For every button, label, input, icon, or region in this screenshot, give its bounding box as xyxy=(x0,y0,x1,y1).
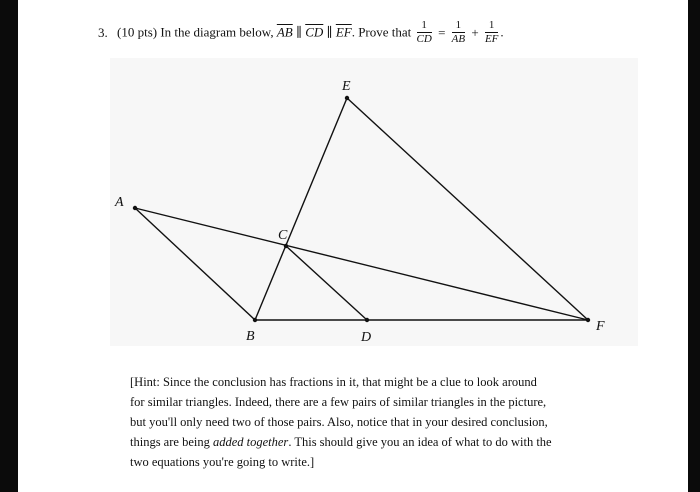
point-d-dot xyxy=(365,318,369,322)
hint-line: for similar triangles. Indeed, there are a few pairs of similar triangles in the picture, xyxy=(130,395,547,409)
plus-sign: + xyxy=(471,24,479,40)
point-c-dot xyxy=(284,244,288,248)
label-a: A xyxy=(115,195,124,210)
parallel-symbol: ∥ xyxy=(326,24,333,40)
problem-number: 3. xyxy=(98,24,108,40)
segment-b-e xyxy=(255,98,347,320)
fraction-one-over-ab xyxy=(452,20,465,45)
equals-sign: = xyxy=(438,24,446,40)
right-black-border xyxy=(688,0,700,492)
problem-statement xyxy=(98,20,504,45)
hint-emphasis: added together xyxy=(212,435,289,449)
label-f: F xyxy=(596,319,605,334)
problem-intro: In the diagram below, xyxy=(160,24,274,40)
segment-ab: $\overline{AB}$ xyxy=(276,24,293,40)
hint-text: things are being xyxy=(130,435,213,449)
segment-e-f xyxy=(347,98,588,320)
point-e-dot xyxy=(345,96,349,100)
segment-cd: $\overline{CD}$ xyxy=(305,24,324,40)
fraction-one-over-ef xyxy=(485,20,498,45)
diagram-panel xyxy=(110,58,638,346)
label-e: E xyxy=(342,79,351,94)
point-f-dot xyxy=(586,318,590,322)
fraction-denominator: CD xyxy=(416,33,432,45)
hint-paragraph xyxy=(130,372,626,472)
label-c: C xyxy=(278,228,288,243)
fraction-denominator: EF xyxy=(484,33,499,45)
segment-a-b xyxy=(135,208,255,320)
fraction-numerator: 1 xyxy=(452,20,465,33)
fraction-denominator: AB xyxy=(451,33,466,45)
segment-a-f xyxy=(135,208,588,320)
point-b-dot xyxy=(253,318,257,322)
hint-line: [Hint: Since the conclusion has fractions in it, that might be a clue to look around xyxy=(130,375,537,389)
segment-ef: $\overline{EF}$ xyxy=(335,24,352,40)
hint-line: but you'll only need two of those pairs. Also, notice that in your desired conclusion, xyxy=(130,415,548,429)
problem-points: (10 pts) xyxy=(117,24,158,40)
hint-text: . This should give you an idea of what to do with the xyxy=(288,435,552,449)
left-black-border xyxy=(0,0,18,492)
geometry-diagram xyxy=(110,58,638,346)
hint-line: two equations you're going to write.] xyxy=(130,455,315,469)
hint-line xyxy=(130,432,626,452)
parallel-symbol: ∥ xyxy=(295,24,302,40)
prove-text: . Prove that xyxy=(351,24,412,40)
period: . xyxy=(500,24,504,40)
fraction-one-over-cd xyxy=(417,20,432,45)
point-a-dot xyxy=(133,206,137,210)
fraction-numerator: 1 xyxy=(485,20,498,33)
label-b: B xyxy=(246,329,255,344)
label-d: D xyxy=(361,330,372,345)
segment-c-d xyxy=(286,246,367,320)
fraction-numerator: 1 xyxy=(417,20,432,33)
